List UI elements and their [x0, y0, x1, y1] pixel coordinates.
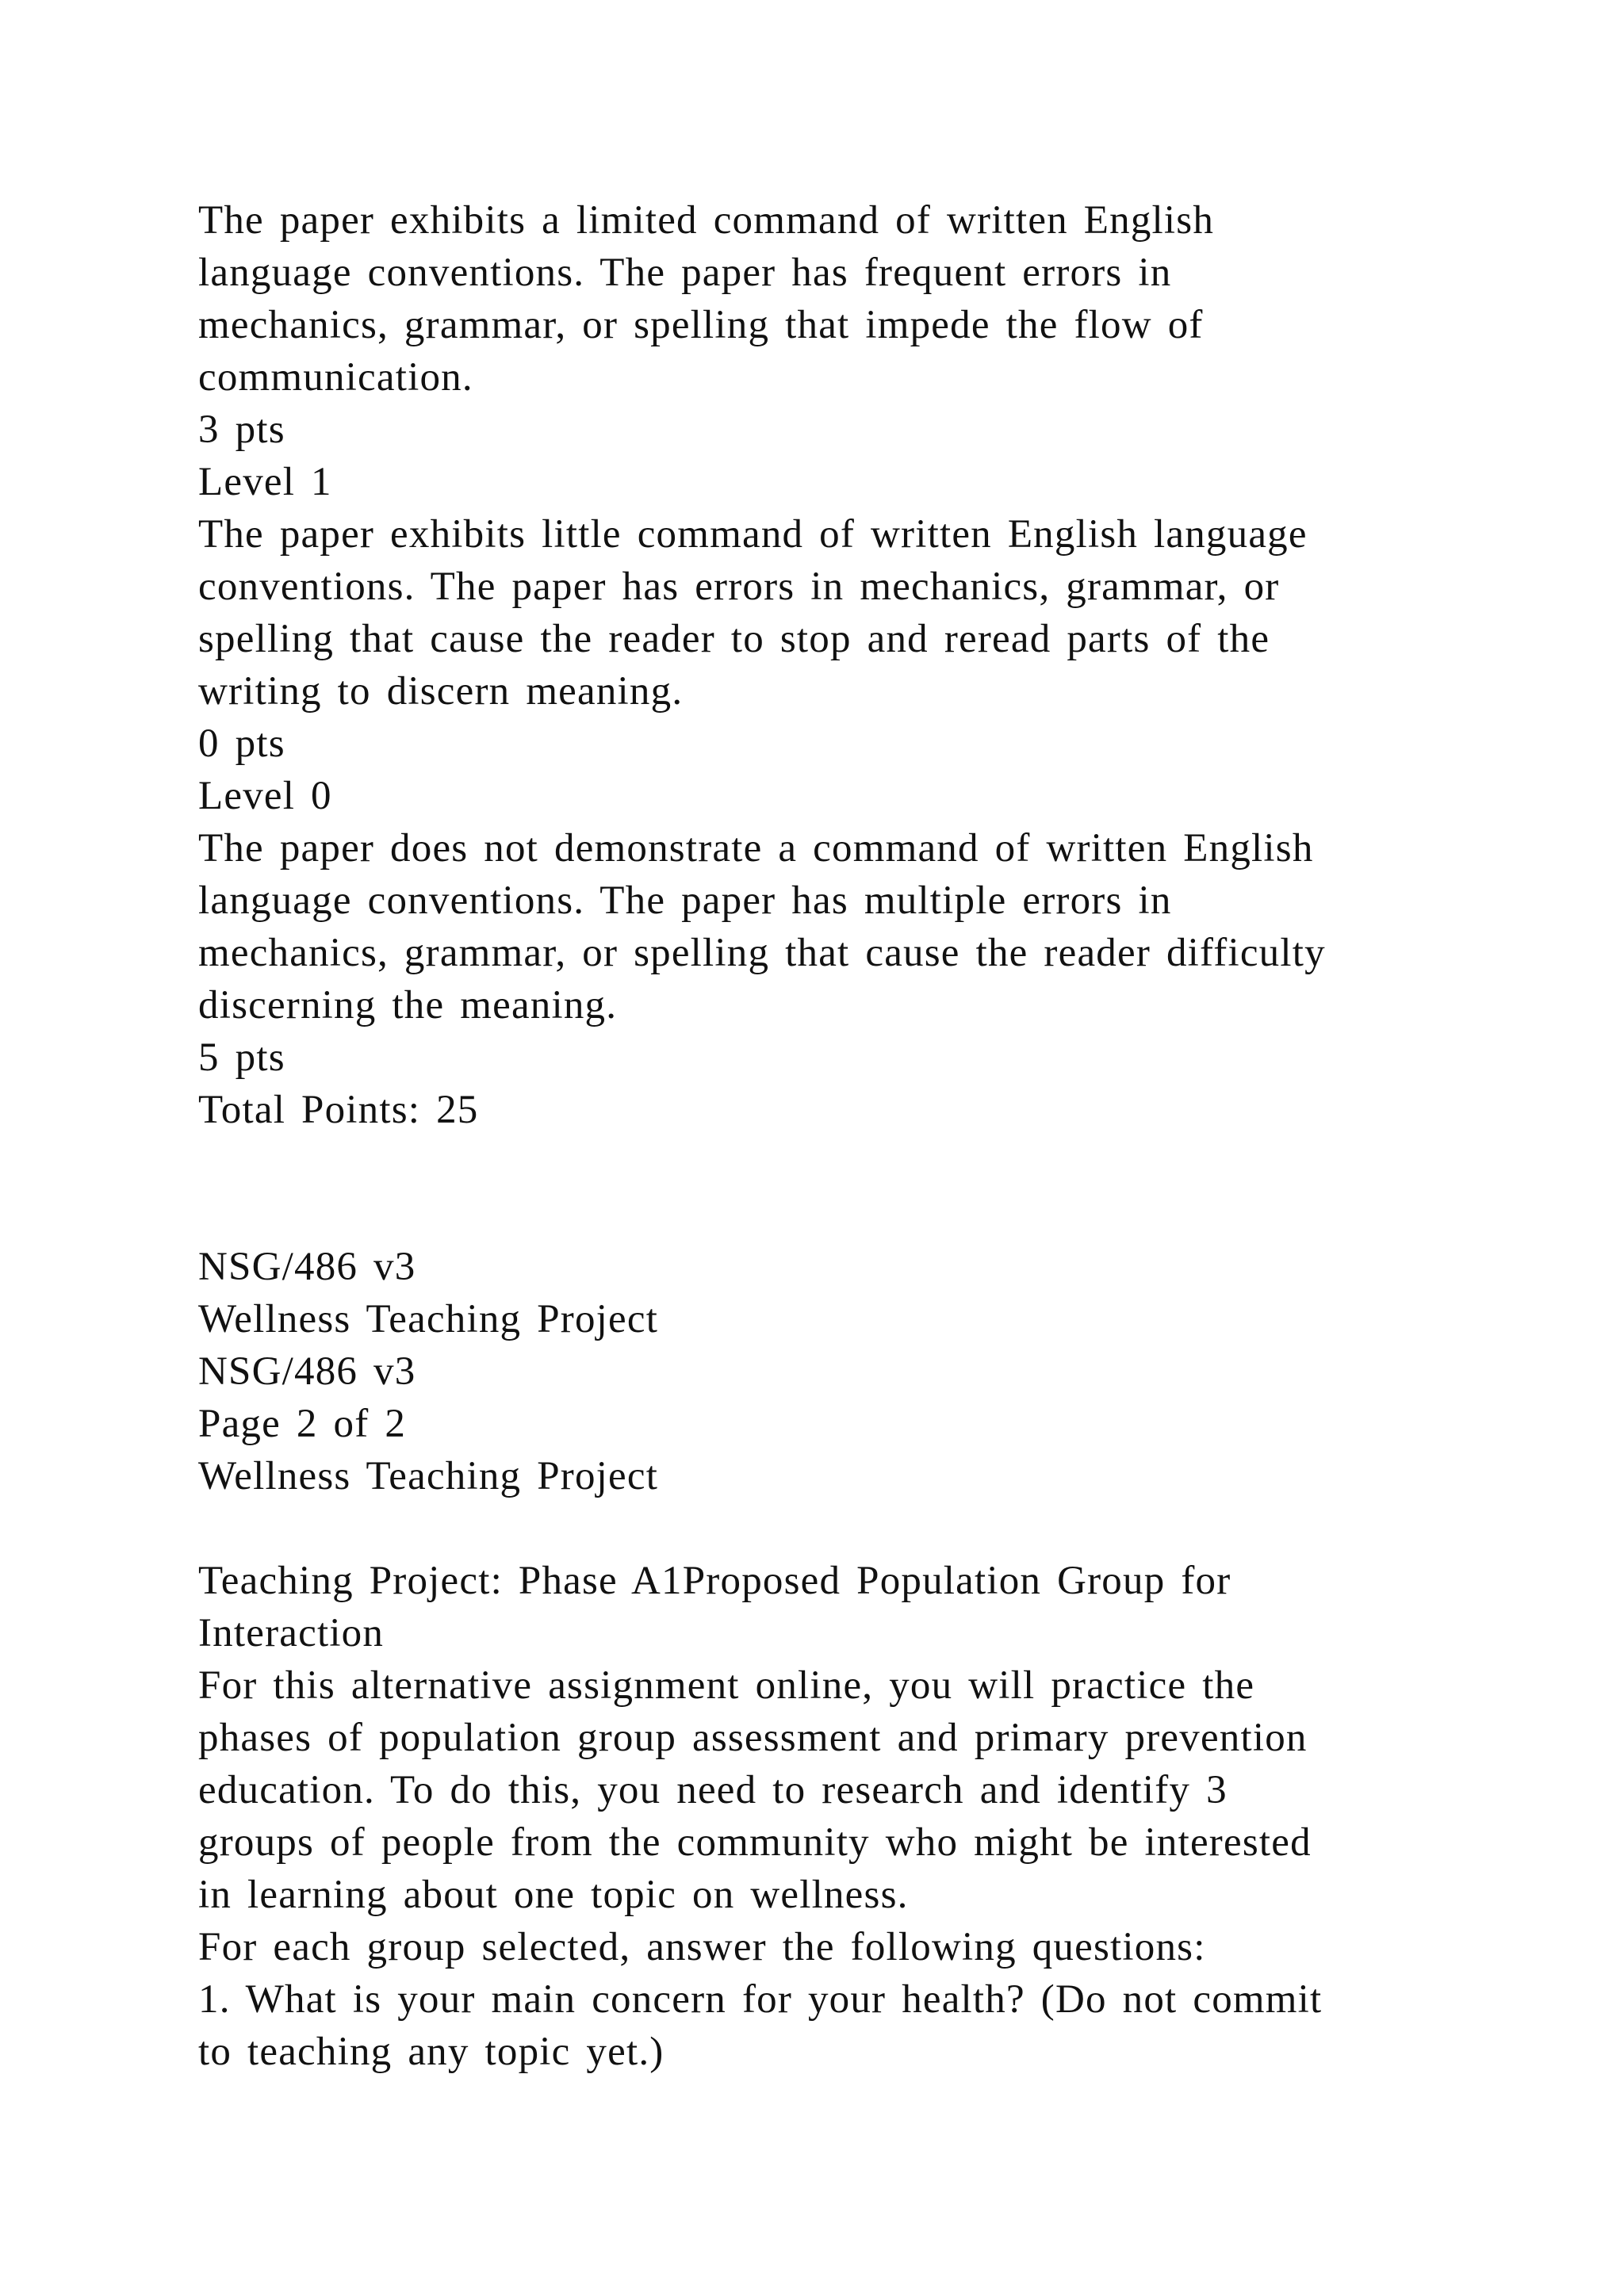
points-label: 3 pts	[198, 408, 285, 452]
text-line: language conventions. The paper has frequent errors in	[198, 251, 1172, 295]
text-line: groups of people from the community who might be interested	[198, 1820, 1312, 1865]
project-title: Wellness Teaching Project	[198, 1454, 659, 1498]
text-line: communication.	[198, 355, 473, 400]
question-item: to teaching any topic yet.)	[198, 2030, 665, 2074]
text-line: mechanics, grammar, or spelling that cause the reader difficulty	[198, 931, 1326, 975]
page-number: Page 2 of 2	[198, 1402, 407, 1446]
text-line: mechanics, grammar, or spelling that impede the flow of	[198, 303, 1204, 347]
text-line: in learning about one topic on wellness.	[198, 1873, 909, 1917]
text-line: writing to discern meaning.	[198, 669, 684, 714]
text-line: spelling that cause the reader to stop and reread parts of the	[198, 617, 1270, 661]
assignment-heading: Interaction	[198, 1611, 385, 1655]
text-line: The paper exhibits little command of written English language	[198, 512, 1308, 557]
project-title: Wellness Teaching Project	[198, 1297, 659, 1341]
assignment-heading: Teaching Project: Phase A1Proposed Population Group for	[198, 1559, 1231, 1603]
text-line: For this alternative assignment online, you will practice the	[198, 1663, 1255, 1708]
course-code: NSG/486 v3	[198, 1245, 416, 1289]
text-line: language conventions. The paper has multiple errors in	[198, 878, 1172, 923]
total-points: Total Points: 25	[198, 1088, 479, 1132]
rubric-section	[198, 194, 1515, 1136]
text-line: education. To do this, you need to research and identify 3	[198, 1768, 1228, 1812]
text-line: For each group selected, answer the following questions:	[198, 1925, 1206, 1969]
points-label: 5 pts	[198, 1035, 285, 1080]
level-label: Level 1	[198, 460, 332, 504]
header-section	[198, 1241, 1515, 1502]
text-line: The paper does not demonstrate a command of written English	[198, 826, 1314, 871]
level-label: Level 0	[198, 774, 332, 818]
question-item: 1. What is your main concern for your health? (Do not commit	[198, 1977, 1323, 2022]
points-label: 0 pts	[198, 721, 285, 766]
section-spacer	[198, 1136, 1515, 1241]
document-content	[198, 194, 1515, 2078]
text-line: The paper exhibits a limited command of written English	[198, 198, 1215, 243]
assignment-section	[198, 1555, 1515, 2078]
text-line: discerning the meaning.	[198, 983, 618, 1027]
course-code: NSG/486 v3	[198, 1349, 416, 1394]
section-spacer	[198, 1502, 1515, 1555]
text-line: conventions. The paper has errors in mechanics, grammar, or	[198, 564, 1280, 609]
text-line: phases of population group assessment and primary prevention	[198, 1716, 1308, 1760]
